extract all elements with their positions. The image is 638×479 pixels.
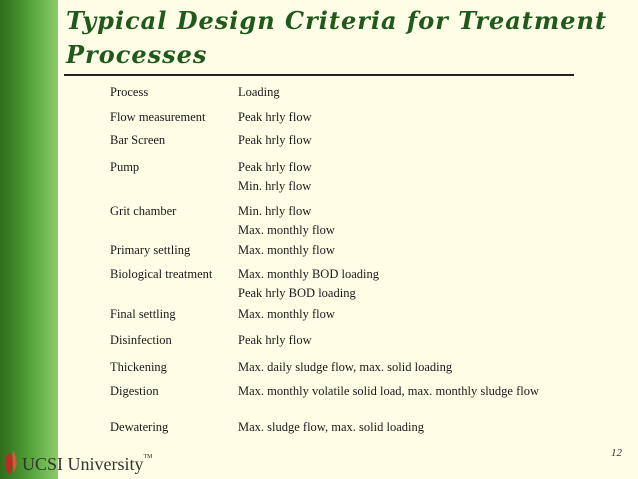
loading-cell [238,132,580,159]
process-cell: Digestion [110,384,159,398]
loading-line: Max. sludge flow, max. solid loading [238,420,424,434]
process-cell: Grit chamber [110,204,177,218]
loading-cell [238,359,580,383]
table-row [110,332,580,359]
loading-line: Max. daily sludge flow, max. solid loading [238,360,453,374]
loading-cell [238,306,580,332]
logo-trademark: TM [143,454,153,460]
header-process: Process [110,85,149,99]
loading-cell [238,109,580,132]
loading-cell [238,242,580,266]
left-green-bar [0,0,58,479]
title-divider [64,74,574,76]
table-row [110,159,580,203]
table-row [110,359,580,383]
loading-line: Max. monthly flow [238,223,335,237]
logo-text: UCSI University [22,454,144,474]
loading-cell [238,203,580,242]
loading-line: Max. monthly BOD loading [238,267,379,281]
table-body [110,82,580,441]
loading-cell [238,266,580,306]
table-row [110,109,580,132]
process-cell: Dewatering [110,420,169,434]
process-cell: Primary settling [110,243,191,257]
process-cell: Disinfection [110,333,172,347]
logo-wordmark [22,454,153,475]
process-cell: Biological treatment [110,267,213,281]
table-row [110,242,580,266]
loading-line: Max. monthly flow [238,307,335,321]
table-row [110,266,580,306]
loading-line: Min. hrly flow [238,204,312,218]
table-row [110,383,580,419]
process-cell: Pump [110,160,140,174]
loading-cell [238,159,580,203]
table-row [110,419,580,441]
loading-line: Peak hrly flow [238,110,312,124]
criteria-table [110,82,580,441]
table-row [110,132,580,159]
loading-cell [238,383,580,419]
process-cell: Bar Screen [110,133,166,147]
process-cell: Thickening [110,360,167,374]
page-number: 12 [611,447,622,459]
table-row [110,203,580,242]
header-loading: Loading [238,85,280,99]
slide-title: Typical Design Criteria for Treatment Processes [66,6,608,69]
loading-line: Peak hrly flow [238,133,312,147]
loading-line: Peak hrly BOD loading [238,286,356,300]
loading-line: Peak hrly flow [238,160,312,174]
table-header-row [110,82,580,109]
loading-line: Min. hrly flow [238,179,312,193]
loading-line: Max. monthly volatile solid load, max. monthly sludge flow [238,384,540,398]
process-cell: Flow measurement [110,110,206,124]
loading-cell [238,332,580,359]
loading-cell [238,419,580,441]
table-row [110,306,580,332]
loading-line: Max. monthly flow [238,243,335,257]
process-cell: Final settling [110,307,176,321]
loading-line: Peak hrly flow [238,333,312,347]
slide [58,0,638,479]
